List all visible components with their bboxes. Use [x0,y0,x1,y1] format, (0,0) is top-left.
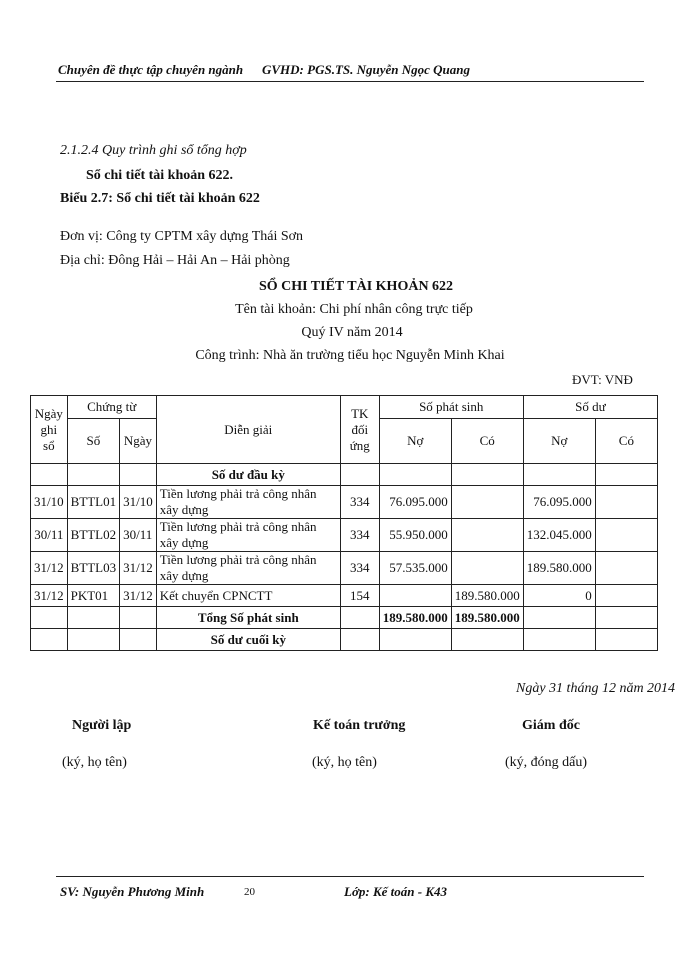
chief-accountant-title: Kế toán trưởng [313,718,406,733]
col-description-header: Diễn giải [156,396,340,464]
project-name: Công trình: Nhà ăn trường tiểu học Nguyễn Minh Khai [195,348,505,363]
org-unit: Đơn vị: Công ty CPTM xây dựng Thái Sơn [60,229,304,244]
col-balance-header: Số dư [523,396,657,419]
col-voucher-header: Chứng từ [67,396,156,419]
col-date-header: Ngày ghi sổ [31,396,68,464]
col-balance-debit-header: Nợ [523,419,595,464]
header-rule [56,81,644,82]
col-arising-header: Số phát sinh [379,396,523,419]
page-number: 20 [244,886,255,898]
col-voucher-no-header: Số [67,419,120,464]
table-row: 30/11 BTTL02 30/11 Tiền lương phải trả công nhân xây dựng 334 55.950.000 132.045.000 [31,519,658,552]
col-credit-header: Có [451,419,523,464]
chief-accountant-note: (ký, họ tên) [312,755,377,770]
footer-rule [56,876,644,877]
account-name: Tên tài khoản: Chi phí nhân công trực tiếp [235,302,473,317]
total-row [31,607,658,629]
col-voucher-date-header: Ngày [120,419,157,464]
table-row: 31/10 BTTL01 31/10 Tiền lương phải trả công nhân xây dựng 334 76.095.000 76.095.000 [31,486,658,519]
col-balance-credit-header: Có [595,419,657,464]
section-subtitle: Sổ chi tiết tài khoản 622. [86,168,234,183]
header-supervisor: GVHD: PGS.TS. Nguyễn Ngọc Quang [262,62,471,77]
footer-student: SV: Nguyễn Phương Minh [60,884,205,899]
figure-caption: Biểu 2.7: Sổ chi tiết tài khoản 622 [60,191,260,206]
opening-balance-row [31,464,658,486]
total-debit: 189.580.000 [379,607,451,629]
header-row-1 [31,396,658,419]
header-topic: Chuyên đề thực tập chuyên ngành [58,62,244,77]
closing-balance-row [31,629,658,651]
currency-unit: ĐVT: VNĐ [572,372,633,387]
table-row: 31/12 PKT01 31/12 Kết chuyển CPNCTT 154 189.580.000 0 [31,585,658,607]
closing-balance-label: Số dư cuối kỳ [156,629,340,651]
total-credit: 189.580.000 [451,607,523,629]
org-address: Địa chỉ: Đông Hải – Hải An – Hải phòng [60,253,290,268]
col-debit-header: Nợ [379,419,451,464]
ledger-table [30,395,658,651]
ledger-title: SỔ CHI TIẾT TÀI KHOẢN 622 [258,279,454,294]
col-account-header: TK đối ứng [340,396,379,464]
director-title: Giám đốc [522,718,580,733]
table-row: 31/12 BTTL03 31/12 Tiền lương phải trả công nhân xây dựng 334 57.535.000 189.580.000 [31,552,658,585]
director-note: (ký, đóng dấu) [505,755,588,770]
opening-balance-label: Số dư đầu kỳ [156,464,340,486]
total-label: Tổng Số phát sinh [156,607,340,629]
preparer-note: (ký, họ tên) [62,755,127,770]
footer-class: Lớp: Kế toán - K43 [344,884,448,899]
sign-date: Ngày 31 tháng 12 năm 2014 [516,681,676,696]
preparer-title: Người lập [72,718,132,733]
section-heading: 2.1.2.4 Quy trình ghi sổ tổng hợp [60,143,247,158]
ledger-period: Quý IV năm 2014 [301,325,403,340]
